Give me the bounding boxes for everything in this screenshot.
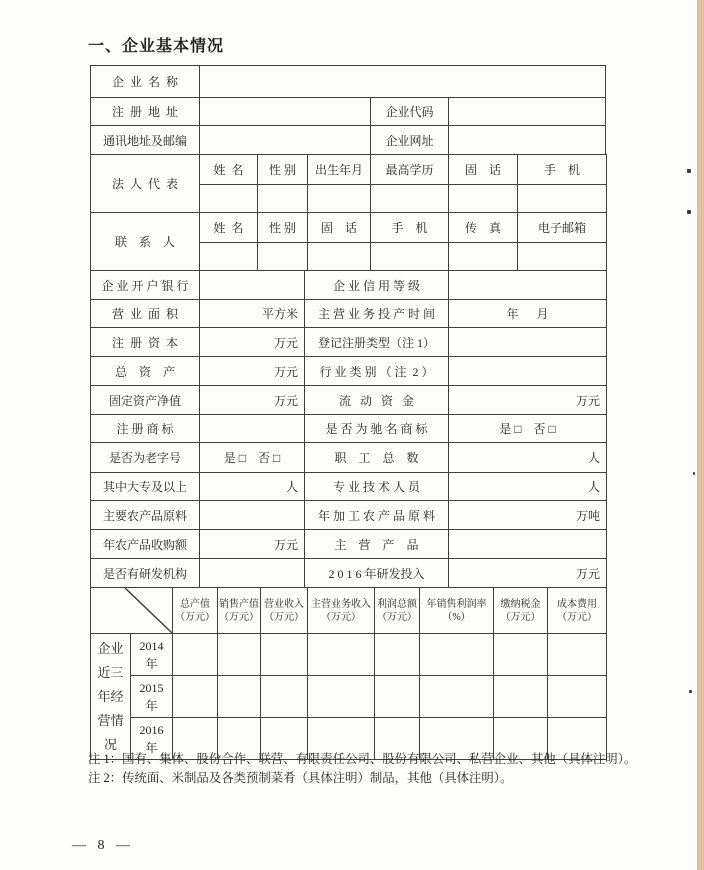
history-data-cell [308, 634, 375, 676]
working-capital-label: 流 动 资 金 [305, 386, 449, 415]
history-data-cell [494, 676, 548, 718]
technical-staff-unit: 人 [449, 473, 607, 501]
registered-address-label: 注 册 地 址 [91, 98, 200, 126]
purchase-amount-unit: 万元 [200, 530, 305, 559]
employee-total-unit: 人 [449, 443, 607, 473]
year-2016-label: 2016 年 [131, 718, 173, 760]
scan-speck [687, 169, 691, 173]
history-data-cell [218, 634, 261, 676]
history-col-taxes-paid: 缴纳税金 （万元） [494, 588, 548, 634]
college-above-label: 其中大专及以上 [91, 473, 200, 501]
technical-staff-label: 专 业 技 术 人 员 [305, 473, 449, 501]
employee-total-label: 职 工 总 数 [305, 443, 449, 473]
history-data-cell [308, 676, 375, 718]
famous-trademark-checkboxes: 是 □ 否 □ [449, 415, 607, 443]
registered-capital-label: 注 册 资 本 [91, 328, 200, 357]
mailing-address-label: 通讯地址及邮编 [91, 126, 200, 155]
history-data-cell [173, 676, 218, 718]
legal-rep-col-birth: 出生年月 [308, 155, 371, 185]
contact-name-value [200, 243, 258, 271]
contact-person-label: 联 系 人 [91, 213, 200, 271]
legal-rep-col-education: 最高学历 [371, 155, 449, 185]
business-area-unit: 平方米 [200, 300, 305, 328]
contact-col-email: 电子邮箱 [518, 213, 607, 243]
legal-rep-col-gender: 性 别 [258, 155, 308, 185]
scanned-page-edge [697, 0, 704, 870]
industry-category-value [449, 357, 607, 386]
company-name-label: 企 业 名 称 [91, 66, 200, 98]
history-data-cell [261, 676, 308, 718]
production-start-value: 年 月 [449, 300, 607, 328]
history-data-cell [173, 634, 218, 676]
contact-mobile-value [371, 243, 449, 271]
legal-rep-col-phone: 固 话 [449, 155, 518, 185]
company-name-value [200, 66, 606, 98]
fixed-assets-net-unit: 万元 [200, 386, 305, 415]
agri-materials-value [200, 501, 305, 530]
basic-info-table [90, 65, 606, 155]
history-col-operating-income: 营业收入 （万元） [261, 588, 308, 634]
page-number: — 8 — [72, 838, 134, 853]
history-col-sales-output: 销售产值 （万元） [218, 588, 261, 634]
history-col-profit-rate: 年销售利润率 （%） [420, 588, 494, 634]
contact-fax-value [449, 243, 518, 271]
website-value [449, 126, 606, 155]
history-col-main-business-income: 主营业务收入 （万元） [308, 588, 375, 634]
fixed-assets-net-label: 固定资产净值 [91, 386, 200, 415]
business-area-label: 营 业 面 积 [91, 300, 200, 328]
agri-materials-label: 主要农产品原料 [91, 501, 200, 530]
total-assets-unit: 万元 [200, 357, 305, 386]
bank-value [200, 271, 305, 300]
rd-institution-value [200, 559, 305, 588]
production-start-label: 主 营 业 务 投 产 时 间 [305, 300, 449, 328]
famous-trademark-label: 是 否 为 驰 名 商 标 [305, 415, 449, 443]
registered-address-value [200, 98, 371, 126]
trademark-value [200, 415, 305, 443]
working-capital-unit: 万元 [449, 386, 607, 415]
history-data-cell [261, 634, 308, 676]
history-data-cell [420, 676, 494, 718]
trademark-label: 注 册 商 标 [91, 415, 200, 443]
contact-email-value [518, 243, 607, 271]
history-data-cell [494, 634, 548, 676]
rd-institution-label: 是否有研发机构 [91, 559, 200, 588]
diagonal-line [91, 588, 172, 633]
contact-gender-value [258, 243, 308, 271]
main-products-label: 主 营 产 品 [305, 530, 449, 559]
legal-rep-name-value [200, 185, 258, 213]
legal-rep-education-value [371, 185, 449, 213]
credit-rating-label: 企 业 信 用 等 级 [305, 271, 449, 300]
enterprise-code-value [449, 98, 606, 126]
scan-speck [689, 690, 692, 693]
rd-investment-label: 2 0 1 6 年研发投入 [305, 559, 449, 588]
scan-speck [693, 472, 695, 475]
legal-rep-label: 法 人 代 表 [91, 155, 200, 213]
figures-table [90, 270, 607, 588]
history-data-cell [375, 634, 420, 676]
footnote-1: 注 1：国有、集体、股份合作、联营、有限责任公司、股份有限公司、私营企业、其他（具体注明）。 [88, 752, 637, 766]
history-col-gross-output: 总产值 （万元） [173, 588, 218, 634]
enterprise-code-label: 企业代码 [371, 98, 449, 126]
history-col-cost-expense: 成本费用 （万元） [548, 588, 607, 634]
credit-rating-value [449, 271, 607, 300]
processed-materials-label: 年 加 工 农 产 品 原 料 [305, 501, 449, 530]
history-col-total-profit: 利润总额 （万元） [375, 588, 420, 634]
year-2015-label: 2015 年 [131, 676, 173, 718]
time-honored-brand-checkboxes: 是 □ 否 □ [200, 443, 305, 473]
rd-investment-unit: 万元 [449, 559, 607, 588]
registered-capital-unit: 万元 [200, 328, 305, 357]
legal-rep-mobile-value [518, 185, 607, 213]
contact-col-fax: 传 真 [449, 213, 518, 243]
history-data-cell [420, 634, 494, 676]
industry-category-label: 行 业 类 别 （ 注 2 ） [305, 357, 449, 386]
history-table [90, 587, 607, 760]
footnote-2: 注 2：传统面、米制品及各类预制菜肴（具体注明）制品，其他（具体注明）。 [88, 770, 513, 785]
scan-speck [687, 210, 691, 214]
footnotes [88, 750, 636, 787]
legal-rep-gender-value [258, 185, 308, 213]
contact-col-phone: 固 话 [308, 213, 371, 243]
history-data-cell [375, 676, 420, 718]
legal-rep-col-name: 姓 名 [200, 155, 258, 185]
legal-rep-birth-value [308, 185, 371, 213]
section-title: 一、企业基本情况 [88, 38, 225, 55]
people-table [90, 154, 607, 271]
total-assets-label: 总 资 产 [91, 357, 200, 386]
website-label: 企业网址 [371, 126, 449, 155]
processed-materials-unit: 万吨 [449, 501, 607, 530]
contact-col-gender: 性 别 [258, 213, 308, 243]
bank-label: 企 业 开 户 银 行 [91, 271, 200, 300]
history-data-cell [218, 676, 261, 718]
main-products-value [449, 530, 607, 559]
history-corner-cell [91, 588, 173, 634]
contact-col-mobile: 手 机 [371, 213, 449, 243]
purchase-amount-label: 年农产品收购额 [91, 530, 200, 559]
history-row-label: 企业近三年经营情况 [91, 634, 131, 760]
history-data-cell [548, 676, 607, 718]
mailing-address-value [200, 126, 371, 155]
contact-col-name: 姓 名 [200, 213, 258, 243]
form-tables [90, 66, 607, 760]
history-data-cell [548, 634, 607, 676]
year-2014-label: 2014 年 [131, 634, 173, 676]
registration-type-label: 登记注册类型（注 1） [305, 328, 449, 357]
registration-type-value [449, 328, 607, 357]
college-above-unit: 人 [200, 473, 305, 501]
legal-rep-col-mobile: 手 机 [518, 155, 607, 185]
contact-phone-value [308, 243, 371, 271]
time-honored-brand-label: 是否为老字号 [91, 443, 200, 473]
legal-rep-phone-value [449, 185, 518, 213]
